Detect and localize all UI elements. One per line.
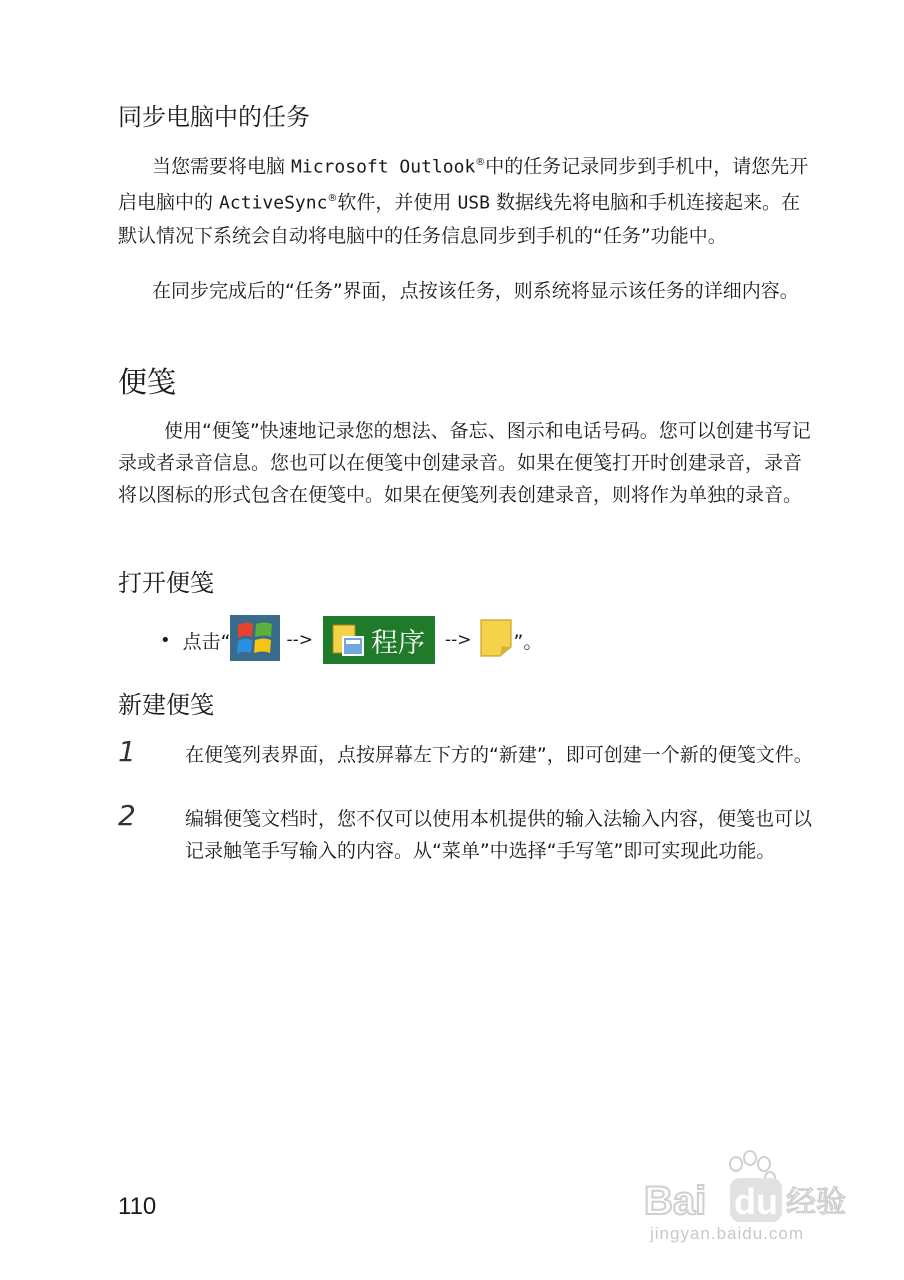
instruction-prefix: 点击“: [182, 630, 231, 653]
registered-mark: ®: [475, 157, 486, 168]
sync-paragraph-1: [118, 147, 818, 252]
instruction-suffix: ”。: [513, 630, 543, 653]
registered-mark: ®: [327, 193, 338, 205]
watermark-brand-cn: 经验: [786, 1185, 846, 1220]
open-notes-instruction: [160, 615, 542, 665]
step-item: [118, 735, 818, 771]
subheading-new-note: 新建便笺: [118, 691, 214, 719]
section-heading-notes: 便笺: [118, 365, 177, 399]
text-span: 当您需要将电脑: [152, 155, 292, 178]
watermark-url: jingyan.baidu.com: [650, 1224, 805, 1243]
watermark-brand-latin: Bai: [644, 1179, 707, 1223]
subheading-open-notes: 打开便笺: [118, 569, 214, 597]
activesync-name: ActiveSync: [219, 192, 328, 214]
usb-name: USB: [457, 192, 490, 214]
notes-app-icon: [478, 617, 514, 664]
arrow-separator: -->: [286, 630, 313, 650]
windows-start-icon: [230, 615, 280, 666]
outlook-name: Microsoft Outlook: [291, 156, 476, 178]
programs-label: 程序: [370, 627, 425, 659]
watermark-brand-du: du: [734, 1181, 778, 1222]
step-text: 在便笺列表界面，点按屏幕左下方的“新建”，即可创建一个新的便笺文件。: [185, 744, 813, 766]
text-span: 软件，并使用: [337, 191, 458, 214]
text-span: 数据线先将电脑和手机连接起来。在默认情况下系统会自动将电脑中的任务信息同步到手机的“任务”功能中。: [118, 191, 801, 247]
step-number: 1: [118, 735, 136, 768]
step-text: 编辑便笺文档时，您不仅可以使用本机提供的输入法输入内容，便笺也可以记录触笔手写输入的内容。从“菜单”中选择“手写笔”即可实现此功能。: [185, 808, 813, 862]
step-number: 2: [118, 799, 136, 832]
page-number: 110: [118, 1193, 157, 1220]
folder-icon: [331, 623, 365, 657]
sync-paragraph-2: 在同步完成后的“任务”界面，点按该任务，则系统将显示该任务的详细内容。: [152, 280, 799, 302]
text-span: 中的任务记录同步到手机中，请您先开启电脑中的: [118, 155, 809, 214]
programs-button-image: [323, 616, 435, 664]
section-heading-sync-tasks: 同步电脑中的任务: [118, 103, 310, 131]
arrow-separator: -->: [444, 630, 472, 650]
notes-intro-paragraph: 使用“便笺”快速地记录您的想法、备忘、图示和电话号码。您可以创建书写记录或者录音信息。您也可以在便笺中创建录音。如果在便笺打开时创建录音，录音将以图标的形式包含在便笺中。如果在便笺列表创建录音，则将作为单独的录音。: [118, 420, 811, 506]
step-item: [118, 799, 818, 867]
bullet: •: [160, 629, 171, 651]
